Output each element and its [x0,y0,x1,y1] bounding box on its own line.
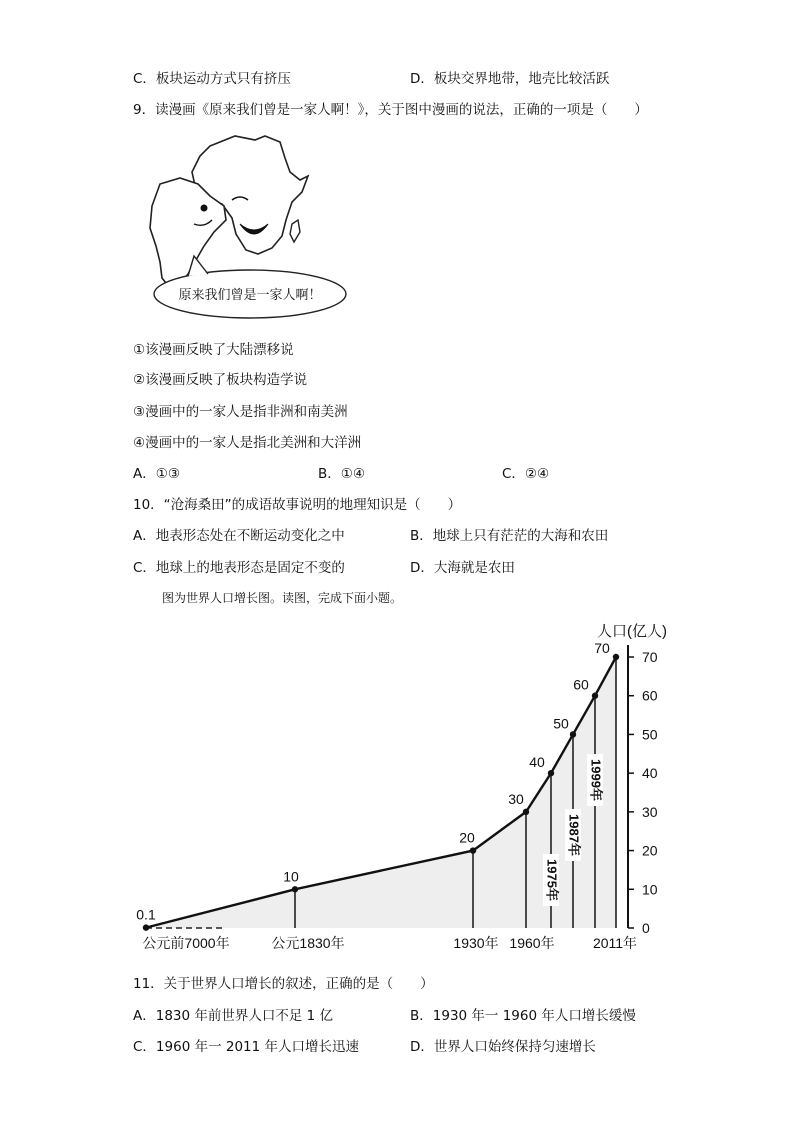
data-label-2: 20 [459,829,475,846]
data-point-3 [523,809,529,815]
q9-statement-1: ①该漫画反映了大陆漂移说 [133,342,294,358]
q8-option-d: D．板块交界地带，地壳比较活跃 [410,71,610,87]
y-tick-label-1: 10 [642,881,658,898]
vertical-year-label-1: 1987年 [566,814,582,856]
q9-option-a: A．①③ [133,466,180,482]
q9-option-b: B．①④ [318,466,365,482]
q10-option-d: D．大海就是农田 [410,560,515,576]
data-label-0: 0.1 [136,906,156,923]
q10-option-c: C．地球上的地表形态是固定不变的 [133,560,345,576]
q9-stem: 9．读漫画《原来我们曾是一家人啊！》，关于图中漫画的说法，正确的一项是（ ） [133,102,648,118]
y-axis-title: 人口(亿人) [597,623,667,640]
x-label-2: 1930年 [453,935,499,951]
y-tick-label-0: 0 [642,920,650,936]
q10-option-b: B．地球上只有茫茫的大海和农田 [410,528,609,544]
data-point-2 [470,847,476,853]
x-label-1: 公元1830年 [271,935,345,951]
population-chart [0,610,794,960]
q8-option-c: C．板块运动方式只有挤压 [133,71,291,87]
madagascar-outline [290,220,300,242]
continents-cartoon [140,128,370,328]
data-point-0 [143,924,149,930]
q11-option-d: D．世界人口始终保持匀速增长 [410,1039,596,1055]
y-tick-label-6: 60 [642,687,658,704]
y-tick-label-4: 40 [642,765,658,782]
x-label-3: 1960年 [509,935,555,951]
vertical-year-label-2: 1999年 [588,759,604,801]
q11-stem: 11．关于世界人口增长的叙述，正确的是（ ） [133,976,434,992]
y-tick-label-5: 50 [642,726,658,743]
q9-statement-4: ④漫画中的一家人是指北美洲和大洋洲 [133,435,362,451]
y-tick-label-2: 20 [642,842,658,859]
data-label-3: 30 [508,790,524,807]
q11-option-a: A．1830 年前世界人口不足 1 亿 [133,1008,334,1024]
data-point-1 [292,886,298,892]
data-label-7: 70 [594,640,610,656]
q9-option-c: C．②④ [502,466,550,482]
data-label-1: 10 [283,868,299,885]
data-point-5 [570,731,576,737]
x-label-4: 2011年 [592,935,638,951]
speech-bubble-text: 原来我们曾是一家人啊！ [178,287,322,302]
q9-statement-3: ③漫画中的一家人是指非洲和南美洲 [133,404,348,420]
y-tick-label-7: 70 [642,649,658,665]
data-label-5: 50 [553,715,569,732]
q11-option-c: C．1960 年一 2011 年人口增长迅速 [133,1039,360,1055]
q9-statement-2: ②该漫画反映了板块构造学说 [133,372,308,388]
q10-option-a: A．地表形态处在不断运动变化之中 [133,528,345,544]
q10-stem: 10．“沧海桑田”的成语故事说明的地理知识是（ ） [133,497,462,513]
data-point-6 [592,693,598,699]
data-label-4: 40 [529,754,545,771]
chart-intro: 图为世界人口增长图。读图，完成下面小题。 [162,591,403,605]
data-point-7 [613,654,619,660]
data-label-6: 60 [573,676,589,693]
x-label-0: 公元前7000年 [142,935,230,951]
y-tick-label-3: 30 [642,803,658,820]
data-point-4 [548,770,554,776]
vertical-year-label-0: 1975年 [544,859,560,901]
q11-option-b: B．1930 年一 1960 年人口增长缓慢 [410,1008,636,1024]
